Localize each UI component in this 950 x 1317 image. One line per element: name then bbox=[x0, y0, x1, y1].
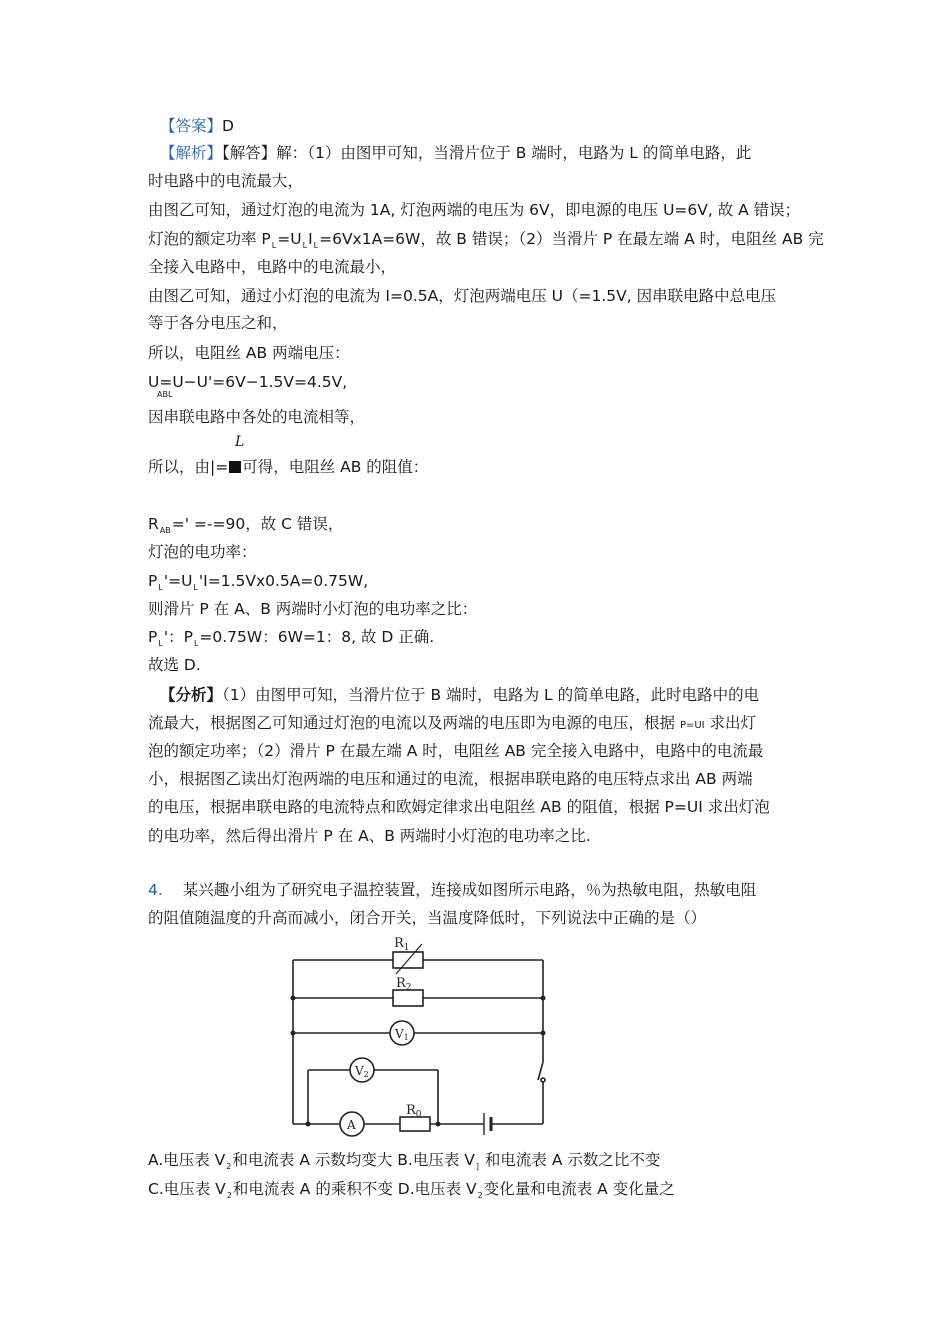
commentary-line-5: 的电压，根据串联电路的电流特点和欧姆定律求出电阻丝 AB 的阻值，根据 P=UI 求出灯泡 bbox=[148, 798, 770, 816]
commentary-line-6: 的电功率，然后得出滑片 P 在 A、B 两端时小灯泡的电功率之比. bbox=[148, 827, 591, 845]
options-line-2: C.电压表 $V_2$和电流表 A 的乘积不变 D.电压表 $V_2$变化量和电流表 A 变化量之 bbox=[148, 1180, 675, 1200]
answer-line bbox=[160, 116, 234, 136]
switch-icon bbox=[538, 1062, 543, 1080]
commentary-line-3: 泡的额定功率；（2）滑片 P 在最左端 A 时，电阻丝 AB 完全接入电路中，电路中的电流最 bbox=[148, 742, 764, 760]
svg-text:R0: $R_0$ bbox=[406, 1103, 422, 1120]
svg-text:V2: V2 bbox=[355, 1064, 369, 1079]
svg-text:R2: $R_2$ bbox=[396, 976, 412, 993]
answer-value: D bbox=[222, 117, 234, 135]
analysis-line-10: 因串联电路中各处的电流相等， bbox=[148, 408, 366, 426]
options-line-1: A.电压表 $V_2$和电流表 A 示数均变大 B.电压表 $V_]$ 和电流表 A 示数之比不变 bbox=[148, 1151, 661, 1171]
commentary-label: 【分析】 bbox=[160, 686, 223, 704]
fraction-numerator: L bbox=[235, 434, 245, 450]
analysis-line-17: 故选 D. bbox=[148, 656, 201, 674]
analysis-line-9: U=U−U'=6V−1.5V=4.5V, bbox=[148, 373, 348, 391]
analysis-line-2: 时电路中的电流最大， bbox=[148, 172, 304, 190]
question-line-2: 的阻值随温度的升高而减小，闭合开关，当温度降低时，下列说法中正确的是（） bbox=[148, 909, 707, 927]
analysis-line-3: 由图乙可知，通过灯泡的电流为 1A, 灯泡两端的电压为 6V，即电源的电压 U=6V, 故 A 错误； bbox=[148, 201, 801, 219]
answer-label: 【答案】 bbox=[160, 117, 223, 135]
commentary-line-1: 【分析】（1）由图甲可知，当滑片位于 B 端时，电路为 L 的简单电路，此时电路中的电 bbox=[160, 686, 760, 704]
analysis-line-5: 全接入电路中，电路中的电流最小， bbox=[148, 258, 397, 276]
analysis-line-9-subscript: ABL bbox=[157, 390, 173, 399]
analysis-line-15: 则滑片 P 在 A、B 两端时小灯泡的电功率之比： bbox=[148, 600, 478, 618]
analysis-line-1: 【解析】【解答】解：（1）由图甲可知，当滑片位于 B 端时，电路为 L 的简单电路，此 bbox=[160, 144, 752, 162]
svg-text:V1: V1 bbox=[395, 1027, 409, 1042]
commentary-line-4: 小，根据图乙读出灯泡两端的电压和通过的电流，根据串联电路的电压特点求出 AB 两端 bbox=[148, 770, 753, 788]
analysis-line-4: 灯泡的额定功率 $P_L=U_LI_L=6Vx1A=6W$，故 B 错误；（2）当滑片 P 在最左端 A 时，电阻丝 AB 完 bbox=[148, 230, 824, 250]
analysis-line-12: $R_{AB}=' =-=90$，故 C 错误， bbox=[148, 515, 344, 535]
question-line-1: 4. 某兴趣小组为了研究电子温控装置，连接成如图所示电路，％为热敏电阻，热敏电阻 bbox=[148, 881, 757, 899]
analysis-line-16: $P_L'$：$P_L=0.75W$：6W=1：8, 故 D 正确. bbox=[148, 628, 435, 648]
svg-text:R1: $R_1$ bbox=[394, 936, 410, 953]
analysis-line-14: $P_L'=U_L'I=1.5Vx0.5A=0.75W$, bbox=[148, 572, 369, 592]
analysis-line-6: 由图乙可知，通过小灯泡的电流为 I=0.5A，灯泡两端电压 U（=1.5V, 因串联电路中总电压 bbox=[148, 287, 777, 305]
circuit-diagram bbox=[288, 930, 550, 1142]
analysis-line-13: 灯泡的电功率： bbox=[148, 543, 257, 561]
analysis-label: 【解析】 bbox=[160, 144, 223, 162]
svg-text:A: A bbox=[347, 1118, 356, 1132]
analysis-line-11: 所以，由|= 可得，电阻丝 AB 的阻值： bbox=[148, 458, 429, 476]
formula-placeholder-icon bbox=[229, 461, 241, 473]
question-number: 4. bbox=[148, 881, 163, 899]
analysis-line-8: 所以，电阻丝 AB 两端电压： bbox=[148, 344, 350, 362]
commentary-line-2: 流最大，根据图乙可知通过灯泡的电流以及两端的电压即为电源的电压，根据 P=UI 求出灯 bbox=[148, 714, 757, 732]
analysis-line-7: 等于各分电压之和， bbox=[148, 314, 288, 332]
